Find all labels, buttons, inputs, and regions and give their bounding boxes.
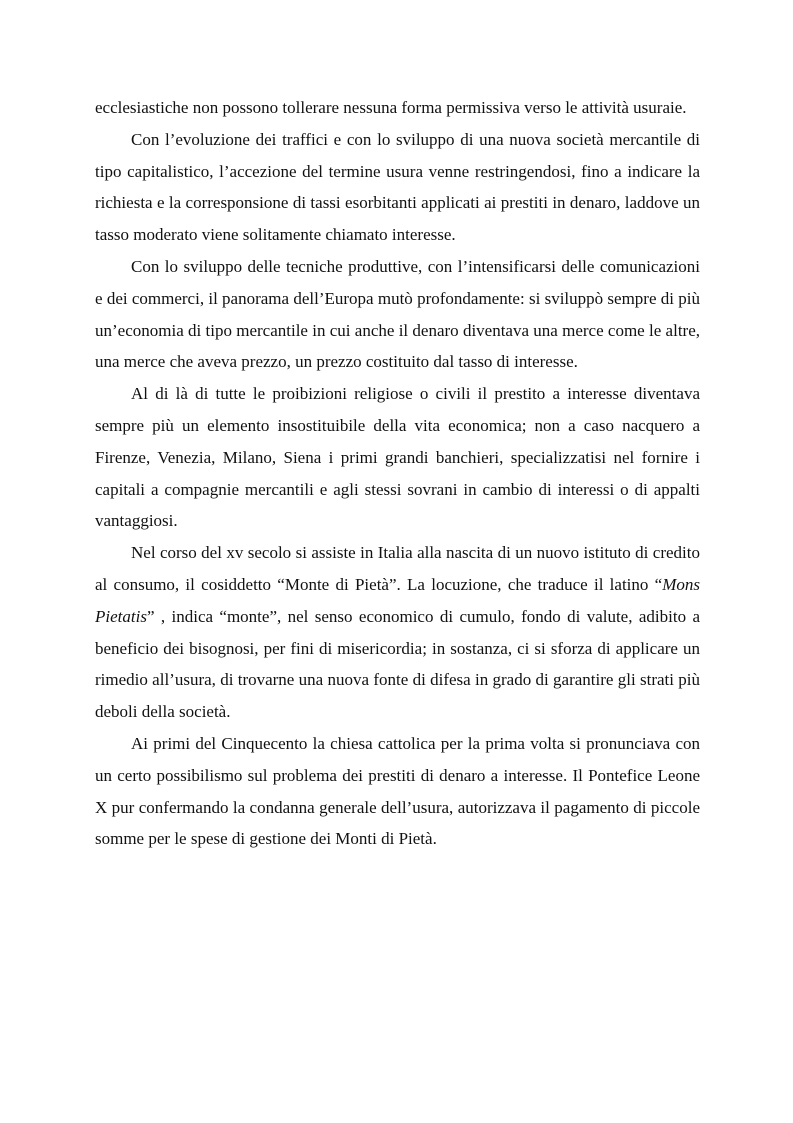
paragraph-5-text-a: Nel corso del xv secolo si assiste in Italia alla nascita di un nuovo istituto di credito al consumo, il cosiddetto “Monte di Pietà”. La locuzione, che traduce il latino “ [95,543,700,594]
paragraph-1: ecclesiastiche non possono tollerare nessuna forma permissiva verso le attività usuraie. [95,98,687,117]
document-body [95,92,700,855]
paragraph-5-italic-term: Mons Pietatis [95,574,700,626]
paragraph-4: Al di là di tutte le proibizioni religiose o civili il prestito a interesse diventava sempre più un elemento insostituibile della vita economica; non a caso nacquero a Firenze, Venezia, Milano, Siena i primi grandi banchieri, specializzatisi nel fornire i capitali a compagnie mercantili e agli stessi sovrani in cambio di interessi o di appalti vantaggiosi. [95,384,700,531]
paragraph-2: Con l’evoluzione dei traffici e con lo sviluppo di una nuova società mercantile di tipo capitalistico, l’accezione del termine usura venne restringendosi, fino a indicare la richiesta e la corresponsione di tassi esorbitanti applicati ai prestiti in denaro, laddove un tasso moderato viene solitamente chiamato interesse. [95,129,700,245]
paragraph-6: Ai primi del Cinquecento la chiesa cattolica per la prima volta si pronunciava con un certo possibilismo sul problema dei prestiti di denaro a interesse. Il Pontefice Leone X pur confermando la condanna generale dell’usura, autorizzava il pagamento di piccole somme per le spese di gestione dei Monti di Pietà. [95,733,700,849]
paragraph-5 [95,537,700,728]
paragraph-5-text-b: ” , indica “monte”, nel senso economico di cumulo, fondo di valute, adibito a beneficio dei bisognosi, per fini di misericordia; in sostanza, ci si sforza di applicare un rimedio all’usura, di trovarne una nuova fonte di difesa in grado di garantire gli strati più deboli della società. [95,606,700,722]
paragraph-3: Con lo sviluppo delle tecniche produttive, con l’intensificarsi delle comunicazioni e dei commerci, il panorama dell’Europa mutò profondamente: si sviluppò sempre di più un’economia di tipo mercantile in cui anche il denaro diventava una merce come le altre, una merce che aveva prezzo, un prezzo costituito dal tasso di interesse. [95,256,700,372]
